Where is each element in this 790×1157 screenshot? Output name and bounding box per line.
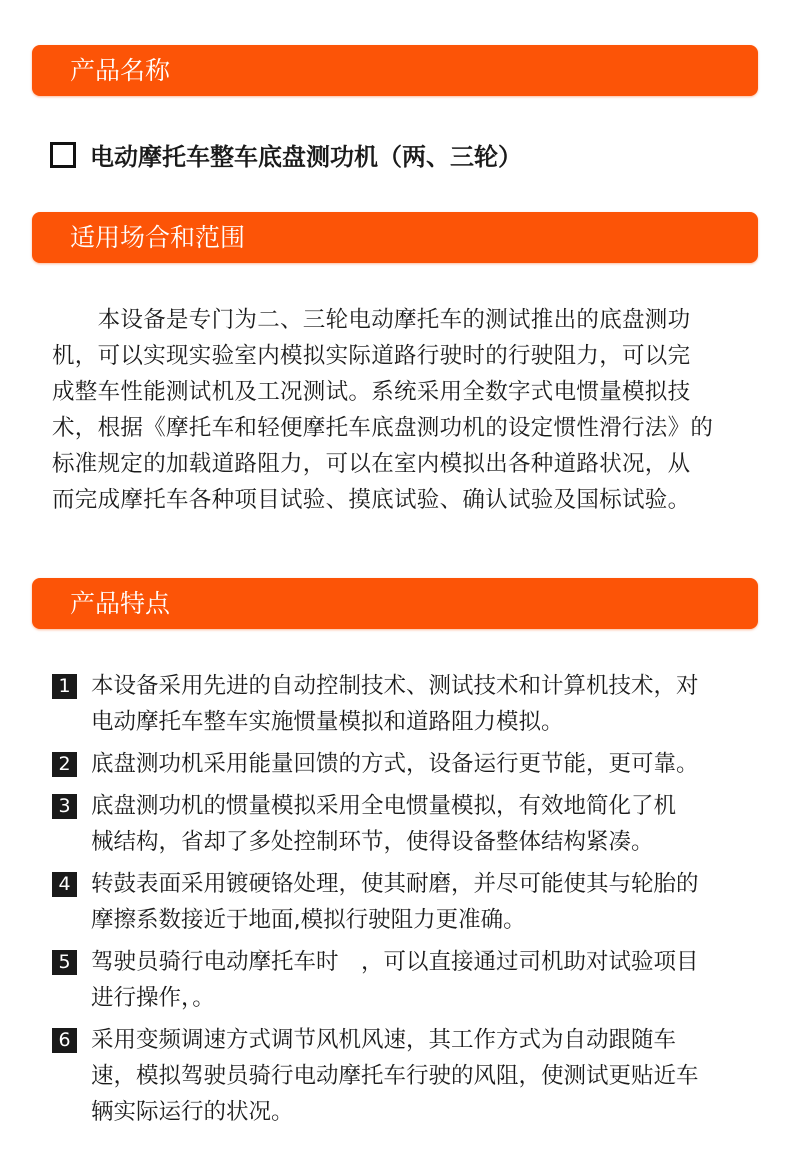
- feature-line: 驾驶员骑行电动摩托车时 ，可以直接通过司机助对试验项目: [91, 949, 699, 975]
- feature-item: [52, 668, 699, 740]
- feature-line: 械结构，省却了多处控制环节，使得设备整体结构紧凑。: [91, 829, 654, 855]
- paragraph-line: 术，根据《摩托车和轻便摩托车底盘测功机的设定惯性滑行法》的: [52, 415, 714, 441]
- scope-paragraph: [52, 302, 713, 518]
- feature-line: 电动摩托车整车实施惯量模拟和道路阻力模拟。: [91, 709, 564, 735]
- number-badge: 5: [52, 950, 77, 975]
- number-badge: 1: [52, 674, 77, 699]
- feature-line: 转鼓表面采用镀硬铬处理，使其耐磨，并尽可能使其与轮胎的: [91, 871, 699, 897]
- section-header-scope: 适用场合和范围: [32, 212, 758, 263]
- feature-item: [52, 746, 699, 782]
- number-badge: 4: [52, 872, 77, 897]
- feature-item: [52, 1022, 699, 1130]
- feature-line: 底盘测功机采用能量回馈的方式，设备运行更节能，更可靠。: [91, 751, 699, 777]
- feature-line: 辆实际运行的状况。: [91, 1099, 294, 1125]
- features-list: [52, 668, 699, 1136]
- number-badge: 2: [52, 752, 77, 777]
- feature-item: [52, 866, 699, 938]
- feature-line: 底盘测功机的惯量模拟采用全电惯量模拟，有效地简化了机: [91, 793, 677, 819]
- feature-line: 摩擦系数接近于地面,模拟行驶阻力更准确。: [91, 907, 526, 933]
- paragraph-line: 本设备是专门为二、三轮电动摩托车的测试推出的底盘测功: [52, 307, 691, 333]
- feature-item: [52, 788, 699, 860]
- number-badge: 3: [52, 794, 77, 819]
- number-badge: 6: [52, 1028, 77, 1053]
- paragraph-line: 标准规定的加载道路阻力，可以在室内模拟出各种道路状况，从: [52, 451, 691, 477]
- feature-line: 进行操作，。: [91, 985, 215, 1011]
- paragraph-line: 成整车性能测试机及工况测试。系统采用全数字式电惯量模拟技: [52, 379, 691, 405]
- paragraph-line: 而完成摩托车各种项目试验、摸底试验、确认试验及国标试验。: [52, 487, 691, 513]
- feature-line: 本设备采用先进的自动控制技术、测试技术和计算机技术，对: [91, 673, 699, 699]
- feature-line: 采用变频调速方式调节风机风速，其工作方式为自动跟随车: [91, 1027, 677, 1053]
- section-header-product-name: 产品名称: [32, 45, 758, 96]
- feature-item: [52, 944, 699, 1016]
- product-title: [50, 137, 522, 172]
- section-header-features: 产品特点: [32, 578, 758, 629]
- product-title-text: 电动摩托车整车底盘测功机（两、三轮）: [90, 143, 522, 171]
- paragraph-line: 机，可以实现实验室内模拟实际道路行驶时的行驶阻力，可以完: [52, 343, 691, 369]
- checkbox-icon: [50, 142, 76, 168]
- feature-line: 速，模拟驾驶员骑行电动摩托车行驶的风阻，使测试更贴近车: [91, 1063, 699, 1089]
